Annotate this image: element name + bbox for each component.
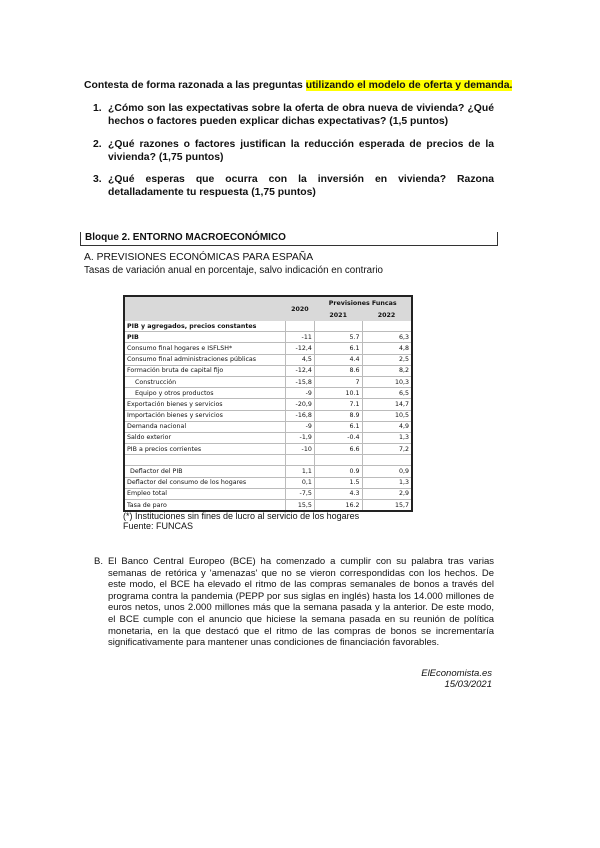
row-label: PIB a precios corrientes bbox=[124, 444, 286, 455]
cell-2021: 7 bbox=[314, 376, 362, 387]
table-row bbox=[124, 332, 412, 343]
cell-2022 bbox=[362, 321, 412, 332]
table-row bbox=[124, 466, 412, 477]
row-label: Formación bruta de capital fijo bbox=[124, 365, 286, 376]
cell-2022: 6,3 bbox=[362, 332, 412, 343]
row-label: Importación bienes y servicios bbox=[124, 410, 286, 421]
question-number: 3. bbox=[93, 174, 102, 185]
section-b-number: B. bbox=[94, 556, 103, 567]
table-row bbox=[124, 500, 412, 512]
row-label: Tasa de paro bbox=[124, 500, 286, 512]
cell-2022: 15,7 bbox=[362, 500, 412, 512]
cell-2021: 0.9 bbox=[314, 466, 362, 477]
table-footnote: (*) Instituciones sin fines de lucro al servicio de los hogares bbox=[123, 511, 360, 521]
cell-2020: -12,4 bbox=[286, 365, 315, 376]
cell-2020: 1,1 bbox=[286, 466, 315, 477]
instructions-text: Contesta de forma razonada a las preguntas bbox=[84, 80, 306, 91]
cell-2021: 8.6 bbox=[314, 365, 362, 376]
cell-2021 bbox=[314, 321, 362, 332]
row-label: Empleo total bbox=[124, 488, 286, 499]
question-text: ¿Qué esperas que ocurra con la inversión en vivienda? Razona detalladamente tu respuesta (1,75 puntos) bbox=[108, 174, 494, 198]
row-label: Consumo final administraciones públicas bbox=[124, 354, 286, 365]
cell-2020 bbox=[286, 321, 315, 332]
cell-2020: -10 bbox=[286, 444, 315, 455]
table-row bbox=[124, 399, 412, 410]
cell-2021: 7.1 bbox=[314, 399, 362, 410]
cell-2020: -9 bbox=[286, 421, 315, 432]
row-label: Exportación bienes y servicios bbox=[124, 399, 286, 410]
cell-2020 bbox=[286, 455, 315, 466]
table-row bbox=[124, 321, 412, 332]
header-group: Previsiones Funcas bbox=[314, 296, 412, 309]
cell-2021: 4.4 bbox=[314, 354, 362, 365]
table-row bbox=[124, 455, 412, 466]
row-label: PIB y agregados, precios constantes bbox=[124, 321, 286, 332]
section-b bbox=[94, 556, 494, 649]
cell-2022: 4,8 bbox=[362, 343, 412, 354]
table-source: Fuente: FUNCAS bbox=[123, 521, 194, 531]
table-row bbox=[124, 477, 412, 488]
cell-2022 bbox=[362, 455, 412, 466]
row-label: Construcción bbox=[124, 376, 286, 387]
cell-2020: -12,4 bbox=[286, 343, 315, 354]
cell-2022: 7,2 bbox=[362, 444, 412, 455]
cell-2020: -16,8 bbox=[286, 410, 315, 421]
cell-2021: 10.1 bbox=[314, 388, 362, 399]
cell-2020: -7,5 bbox=[286, 488, 315, 499]
cell-2021: -0.4 bbox=[314, 432, 362, 443]
cell-2022: 6,5 bbox=[362, 388, 412, 399]
section-a-subtitle: Tasas de variación anual en porcentaje, salvo indicación en contrario bbox=[84, 265, 383, 276]
block-title: Bloque 2. ENTORNO MACROECONÓMICO bbox=[80, 232, 498, 246]
row-label: Equipo y otros productos bbox=[124, 388, 286, 399]
cell-2021: 16.2 bbox=[314, 500, 362, 512]
cell-2020: 4,5 bbox=[286, 354, 315, 365]
cell-2020: -20,9 bbox=[286, 399, 315, 410]
cell-2022: 1,3 bbox=[362, 432, 412, 443]
row-label: Deflactor del PIB bbox=[124, 466, 286, 477]
table-row bbox=[124, 432, 412, 443]
row-label: Demanda nacional bbox=[124, 421, 286, 432]
row-label: Saldo exterior bbox=[124, 432, 286, 443]
cell-2020: -1,9 bbox=[286, 432, 315, 443]
cell-2021 bbox=[314, 455, 362, 466]
cell-2022: 0,9 bbox=[362, 466, 412, 477]
table-row bbox=[124, 410, 412, 421]
header-empty bbox=[124, 296, 286, 321]
forecast-table bbox=[123, 295, 413, 512]
question-text: ¿Cómo son las expectativas sobre la oferta de obra nueva de vivienda? ¿Qué hechos o factores pueden explicar dichas expectativas? (1,5 puntos) bbox=[108, 103, 494, 127]
cell-2020: -11 bbox=[286, 332, 315, 343]
table-row bbox=[124, 365, 412, 376]
cell-2022: 10,3 bbox=[362, 376, 412, 387]
cell-2022: 10,5 bbox=[362, 410, 412, 421]
question-2 bbox=[93, 138, 494, 164]
instructions bbox=[84, 80, 512, 91]
cell-2020: -9 bbox=[286, 388, 315, 399]
row-label bbox=[124, 455, 286, 466]
question-text: ¿Qué razones o factores justifican la reducción esperada de precios de la vivienda? (1,75 puntos) bbox=[108, 139, 494, 163]
cell-2020: 0,1 bbox=[286, 477, 315, 488]
cell-2021: 6.1 bbox=[314, 343, 362, 354]
row-label: Deflactor del consumo de los hogares bbox=[124, 477, 286, 488]
table-row bbox=[124, 421, 412, 432]
table-row bbox=[124, 388, 412, 399]
question-number: 2. bbox=[93, 139, 102, 150]
section-a-title: A. PREVISIONES ECONÓMICAS PARA ESPAÑA bbox=[84, 252, 314, 263]
question-3 bbox=[93, 173, 494, 199]
question-1 bbox=[93, 102, 494, 128]
table-row bbox=[124, 376, 412, 387]
cell-2022: 1,3 bbox=[362, 477, 412, 488]
cell-2021: 6.1 bbox=[314, 421, 362, 432]
table-row bbox=[124, 343, 412, 354]
cell-2020: 15,5 bbox=[286, 500, 315, 512]
section-b-text: El Banco Central Europeo (BCE) ha comenzado a cumplir con su palabra tras varias semanas de retórica y 'amenazas' que no se vieron correspondidas con los hechos. De este modo, el BCE ha elevado el ritmo de las compras semanales de bonos a través del programa contra la pandemia (PEPP por sus siglas en inglés) hasta los 14.000 millones de euros netos, unos 2.000 millones más que la semana pasada y la anterior. De este modo, el BCE cumple con el anuncio que hiciese la semana pasada en su reunión de política monetaria, en la que destacó que el ritmo de las compras de bonos se incrementaría significativamente para mantener unas condiciones de financiación favorables. bbox=[108, 556, 494, 649]
cell-2022: 8,2 bbox=[362, 365, 412, 376]
highlighted-text: utilizando el modelo de oferta y demanda. bbox=[305, 80, 513, 91]
cell-2022: 4,9 bbox=[362, 421, 412, 432]
row-label: PIB bbox=[124, 332, 286, 343]
table-row bbox=[124, 444, 412, 455]
cell-2021: 5.7 bbox=[314, 332, 362, 343]
question-number: 1. bbox=[93, 103, 102, 114]
cell-2021: 6.6 bbox=[314, 444, 362, 455]
cell-2021: 4.3 bbox=[314, 488, 362, 499]
cell-2022: 2,5 bbox=[362, 354, 412, 365]
cell-2022: 14,7 bbox=[362, 399, 412, 410]
row-label: Consumo final hogares e ISFLSH* bbox=[124, 343, 286, 354]
cell-2021: 1.5 bbox=[314, 477, 362, 488]
cell-2020: -15,8 bbox=[286, 376, 315, 387]
article-date: 15/03/2021 bbox=[444, 679, 492, 690]
cell-2021: 8.9 bbox=[314, 410, 362, 421]
header-2020: 2020 bbox=[286, 296, 315, 321]
article-source: ElEconomista.es bbox=[421, 668, 492, 679]
table-row bbox=[124, 354, 412, 365]
header-2022: 2022 bbox=[362, 309, 412, 321]
header-2021: 2021 bbox=[314, 309, 362, 321]
table-row bbox=[124, 488, 412, 499]
cell-2022: 2,9 bbox=[362, 488, 412, 499]
